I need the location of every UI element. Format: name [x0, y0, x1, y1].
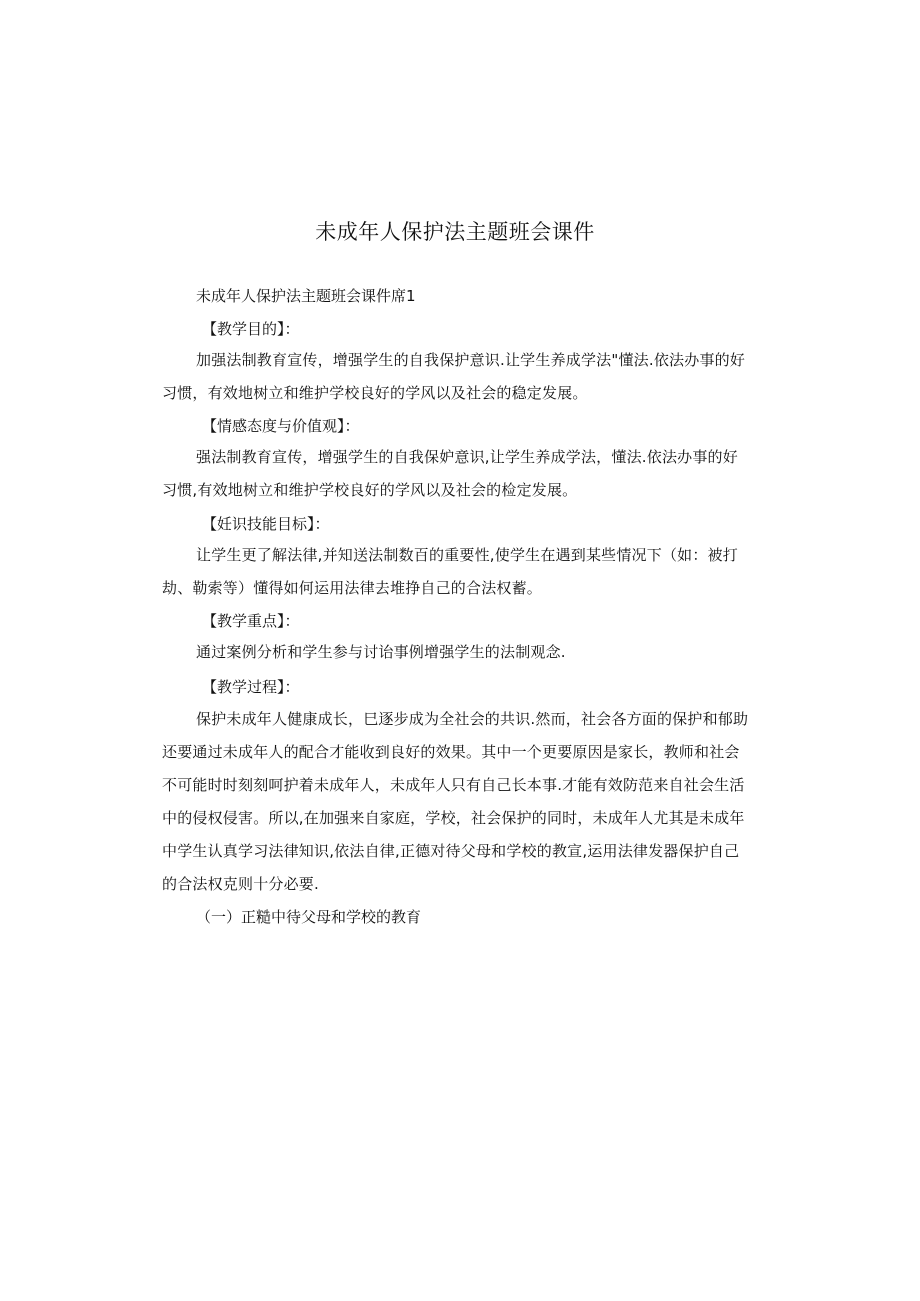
section-body-knowledge-skills: 让学生更了解法律,并知送法制数百的重要性,使学生在遇到某些情况下（如：被打劫、勒索等）懂得如何运用法律去堆挣自己的合法权蓄。	[162, 546, 738, 597]
section-heading-knowledge-skills: 【妊识技能目标】：	[202, 515, 330, 533]
document-title: 未成年人保护法主题班会课件	[315, 220, 595, 244]
document-subtitle: 未成年人保护法主题班会课件席1	[196, 287, 416, 305]
section-body-attitude-values: 强法制教育宣传，增强学生的自我保妒意识,让学生养成学法，懂法.依法办事的好习惯,有效地树立和维护学校良好的学风以及社会的检定发展。	[162, 448, 738, 499]
section-heading-teaching-process: 【教学过程】：	[202, 678, 300, 696]
subsection-heading: （一）正糙中待父母和学校的教育	[196, 908, 422, 926]
section-heading-teaching-focus: 【教学重点】：	[202, 612, 300, 630]
section-heading-attitude-values: 【情感态度与价值观】：	[202, 417, 360, 435]
section-body-teaching-process: 保护未成年人健康成长，巳逐步成为全社会的共识.然而，社会各方面的保护和郁助还要通过未成年人的配合才能收到良好的效果。其中一个更要原因是家长，教师和社会不可能时时刻刻呵护着未成年人，未成年人只有自己长本事.才能有效防范来自社会生活中的侵权侵害。所以,在加强来自家庭，学校，社会保护的同时，未成年人尤其是未成年中学生认真学习法律知识,依法自律,正德对待父母和学校的教宣,运用法律发器保护自己的合法权克则十分必要.	[162, 710, 749, 893]
section-heading-teaching-purpose: 【教学目的】：	[202, 320, 300, 338]
section-body-teaching-focus: 通过案例分析和学生参与讨诒事例增强学生的法制观念.	[196, 643, 566, 661]
section-body-teaching-purpose: 加强法制教育宣传，增强学生的自我保护意识.让学生养成学法"懂法.依法办事的好习惯，有效地树立和维护学校良好的学风以及社会的稳定发展。	[162, 351, 746, 402]
